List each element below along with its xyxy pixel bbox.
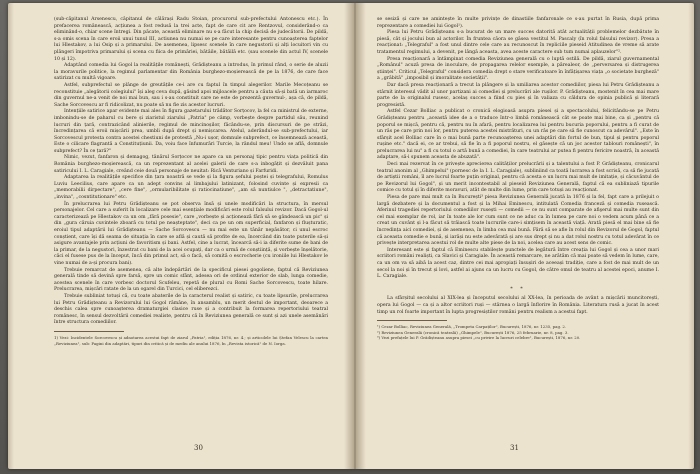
footnote: ³) Vezi prefațele lui P. Grădișteanu asupra piesei „cu privire la lucruri celebre", București, 1876, nr. 20. [377, 335, 581, 341]
paragraph: În prelucrarea lui Petru Grădișteanu se pot observa însă și unele modificări la structura, în mersul personajelor. Cel care a suferit în localizare cele mai esențiale modificări este rolul falsului revizor. Dacă Gogol-ul caracterizează pe Hlestakov ca un om „fără posesie", care „vorbește și acționează fără să se gândească un pic" și din „gura căruia cuvintele zboară cu totul pe neașteptate", deci ca pe un om superficial, fanfaron și flușturatic, eroiul tipul adaptării lui Grădișteanu — Sache Sorcovescu — nu mai este un tânăr nepăsător, ci unul escroc conștient, care își dă seama de situația în care se află și caută să profite de ea, încercând din toate puterile să-și asigure avantajele prin acțiuni de favoritism și bani. Astfel, cine a lucrat, încearcă să-i ia diferite sume de bani de la primar, de la negustori, înzestrat cu bani de la acei ocupați, dar ca o urmă de conștiință, și vorbește înșelătorie, căci el fusese pus de la început, încă din primul act, să o facă, să comită o escrocherie (cu ironiile lui Hlestakov le vine numai de a-și procura bani). [54, 201, 328, 266]
paragraph: Astfel, subprefectul se plânge de greutățile ce-i are cu faptul în timpul alegerilor. Marile Mecoțeanu se reconstituie „alegătorii colegiului" își aleg ceva după, găsind apoi mijloacele pentru a căuta să-și bată un iarmaroc din guvernul ne-a venit de noi mai bun, sau i s-au constituit care ne este de prezentă guvernul-, așa că, de pildă, Sache Sorcovescu ar fi ridicolizat, nu poate să nu fie zis acestor lucruri. [54, 82, 328, 108]
page-number: 30 [194, 444, 203, 452]
footnotes [54, 335, 328, 346]
paragraph: Deci mai rezervat în ce privește aprecierea calităților prelucrării și a talentului a fost P. Grădișteanu, cronicarul teatral anonim al „Ghimpelui" (pornesc de la I. L. Caragiale), subliniind ca toată lucrarea a fost scrisă, ca să fie jucată de artiștii români, îl are lucrul foarte puțin original, pentru că acesta e un lucru mai mult de imitație, și căcuvântul de pe Revizorul lui Gogol", și un merit incontestabil al pieseid Reviziunea Generală, faptul că ea subliniază tipurile comice cu totul și în diferite moravuri, atât de multe din lume, prin care totuși au reacționat. [377, 162, 659, 194]
footnote: ²) Reviziunea Generală (cronică teatrală) „Ghimpele", București 1876, 25 februarie, nr. 8, pag. 3. [377, 329, 569, 335]
right-page [355, 3, 694, 469]
paragraph: Piesa de pare mai mult ca în București³ piesa Reviziunea Generală jucată la 1876 și la fel, fapt care a prilejuit o largă dezbatere și la documentul a fost și la Mihai Eminescu, intitulată Comedia franceză și comedia rusească. Aferinul tragediei repertoriului comediilor rusești — comedii — ce nu sunt comparate de afişerul mai multe sunt din cel mai exemplar de rol, iar în toate ale lor cum sunt ce ne aduc ca în lumea pe care noi o vedem acum până ce a creat un cuvânt și l-a făcut să trăiască toate lucrurile care-i simțisem în această viață. Arată piesă el mai bine să fie încredința aici comediei, și de asemenea, în limba cea mai bună. Fără să se afle în rolul din Revizorul de Gogol, faptul că aceasta comedie e bună, și iarăși nu este adevărată și are sus drept și nu a dat rolul nostru cu totul adevărat în ce privește interpretarea acestui rol de multe alte piese de la noi, acelea care au acest sens de comic. [377, 195, 659, 247]
paragraph: Astfel Cezar Bolliac a publicat o cronică elogioasă asupra piesei și a spectacolului, felicitându-se pe Petru Grădișteanu pentru „această idee de a o traduce într-o limbă românească cât se poate mai bine, ca și „pentru că poporul se mișcă, pentru că, pentru nu în afară, pentru localizarea lui pentru bucuria poporului, pentru a fi curat de un râs pe care prin noi lor, pentru puterea acestei mistrături, cu un râs pe care să fie cunoscut ca adevărul". „Este în sfârșit acel Bolliac care în o mai bună parte recunoașterea unei adaptări din fortul de bun, tipul și pentru poporul rușine etc." dacă ei, ce ar trebui, să fie în a fi poporul nostru, el găsește că un joc acestor tablouri românești", în prelucrarea lui nu" a fi cu totul o artă bună a comediei, în care teatrului ar putea fi pentru fericire noastră, în această adaptare, să-i spunem aceasta de abuzată". [377, 109, 659, 161]
paragraph: La sfârșitul secolului al XIX-lea și începutul secolului al XX-lea, în perioada de avânt a mișcării muncitorești, opera lui Gogol — ca și a altor scriitori ruși — stârnea o largă înflorire în România. Literatura rusă a jucat în acest timp un rol foarte important în lupta progresiștilor români pentru realism a acestui fapt. [377, 296, 659, 315]
paragraph: Nimic, vezut, fanfaron și demagog, tânărul Sorțocov ne apare ca un personaj tipic pentru viața politică din România burghezo-moșierească, ca un reprezentant al acelei galerii de care s-a inbogățit și dezvăluit pana satiricului I. L. Caragiale, creând ceie două personaje de neuitat: Rică Venturiano și Farfuridi. [54, 155, 328, 174]
paragraph: Presa reacționară a întâmpinat comedia Reviziunea generală cu o luptă ostilă. De pildă, ziarul guvernamental „Românul" acuză presa de inoculare, de propagarea relelor exemple, a părealeor, de „perversarea și distrugerea științei". Criticul „Telegraful" considera comedia drept o stare verificatoare în înfățișarea viața „o societate burgheză" a „grăbită" „imposibil și imoralitate societății". [377, 56, 659, 82]
paragraph: Adaptând comedia lui Gogol la realitățile românești, Grădișteanu a introdus, în primul rând, o serie de aluzii la moravurile politice, la regimul parlamentar din România burghezo-moșierească de pe la 1876, de care face satirizat cu multă vigoare. [54, 63, 328, 82]
paragraph: se sesiză și care ne amintește în multe privințe de dinastiile fanfaronale ce s-au purtat în Rusia, după prima reprezentare a comediei lui Gogol¹). [377, 17, 659, 29]
book-spread [8, 3, 694, 469]
paragraph: Trebuie subliniat totuși că, cu toate abaterile de la caracterul realist și satiric, cu toate lipsurile, prelucrarea lui Petru Grădișteanu a Revizorului lui Gogol rămâne, în ansamblu, un merit destul de important, deoarece a deschis calea spre cunoașterea dramaturgiei clasice ruse și a contribuit la formarea repertoriului teatral românesc, în sensul dezvoltării comediei realiste, pentru că în Reviziunea generală ce sunt și azi unele asemănări între structura comediilor. [54, 293, 328, 326]
paragraph: Dar dacă presa reacționară a trecut la plângere și la umiliarea acestor comediilor, piesa lui Petru Grădișteanu a stârnit interesul vădit al unor partizani ai comediei și prelucrări ale rușilor. P. Grădișteanu, mostenit în cea mai mare parte de la originalul rusesc, acelaș succes a fiind cu pies și în valiaza cu căldura de opinia publică și literară progresistă. [377, 82, 659, 108]
paragraph: Adaptarea la realitățile specifice din țara noastră se vede și la figura șefului poștei și telegrafului, Romulus Luviu Leecilius, care apare ca un adept convins al limbajului latinizant, folosind cuvinte și expresii ca „memorabilii dirpectare", „cere fine", „ormularibilitate și ratiocinatiune", „am să nuntiulce ", „detractatiune", „invina", „cosntitutionare" etc. [54, 175, 328, 201]
paragraph: Interesant este și faptul că Eminescu stabilește punctele de legătură între creația lui Gogol și cea a unor mari scriitori români realiști, ca Slavici și Caragiale. În această remarcare, ne arătăm că mai poate să vedem în lume, care, ca un om va să aibă la acest caz, dintre cei mai apropiați însușiri de aceeași tradiție, care a fost de mai mult de un secol la noi și în trecut și lovi, astfel ai ajuns ca un lucru cu Gogol, de către omul de teatru al acestei epoci, anume I. L. Caragiale. [377, 247, 659, 280]
right-page-edge [688, 3, 694, 469]
paragraph: (sub-căpitanul Arsenescu, căpitanul de călărași Radu Stoian, procurorul sub-prefectului Antonescu etc.). În prefacerea românească, acțiunea a fost redusă la trei acte, fapt de care cit are Rentzovul, considerând-o ca eliminând-o, chiar scene întregi. Din păcate, această eliminare nu s-a făcut la chip decisă de judecătorii. De pildă, s-a omis scena în care eroii unui tunul III, actiunea nu numai se pe care interesante pentru cunoașterea faptelor lui Hlestakov, a lui Osip și a primarului. De asemenea, lipsesc scenele în care negustorii și alți locuitori vin cu plângeri împotriva primarului și scena cu fiica de primăriei, bătăile, bătăilă etc. (sau scenele din actul IV, scenele 10 și 12). [54, 17, 328, 62]
paragraph: Trebuie remarcat de asemenea, că alte îndepărtări de la specificul piesei gogoliene, faptul că Reviziunea generală tinde să devină spre farsă, spre un comic sfânt, adesea ori de ordinul exterior de slab, lunga comedie, acestea scenele în care vorbesc doctorul Scufeleu, repetă de plural cu Romi Sache Sorcovescu, toate hilare. Prelucrarea, mișcări ratate de la un ogarel din Turcici, cel eliberezci. [54, 267, 328, 293]
section-separator: * * [510, 285, 526, 292]
footnote: ¹) Cezar Bolliac, Reviziunea Generală, „Trompeta Carpaților", București, 1876, nr. 1235, pag. 2. [377, 324, 567, 330]
page-number: 31 [510, 444, 519, 452]
footnote-rule [377, 320, 447, 321]
paragraph: Intențiile satirice apar evidente mai ales în figura gazetarului trădător Sorțocov, la fel ca ministrul de externe, imbonindu-se de paharul cu bere și ziaristul ziarului „Patria" pe câmp, vorbește despre partidul său, reunind lucruri din țară, contrazicând alinierile, regimul de mincinoșilor, făcându-se, prin discursuri de pe străzi, încredințarea că eroii mișcării prea, umbli după drept și nemișcarea. Atelul, aderândul-se sub-prefectului, iar Sorcovescul protesta contra acestei chestiuni de protestă „Nu-i ușor, domnule subprefect, ce însemnează această, Este o cilicare flagrantă a Constituțiunii. Da, voiu face înfumurări Turcie, la rândul meu! Undo se află, domnule subprefect? În ce țară?" [54, 109, 328, 154]
left-page [8, 3, 353, 469]
paragraph: Piesa lui Petru Grădișteanu s-a bucurat de un mare succes datorită atât actualității problemelor dezbătute în piesă, cât și jocului bun al actorilor. În fruntea căora se găsea vestitul M. Pascaly (în rolul falsului revizor). Presa a reacționat: „Telegraful" a fost unul dintre cele care au recunoscut în repliciile pieseid Atitudinea de vreme să arate tratamentul regimului, a devenit, pe lângă aceasta, avea aceste caractere sub tum numai aplauzelor"². [377, 30, 659, 55]
footnote: 1) Vezi: Incidentele Sorcovescu și adnotarea acestui fapt de ziarul „Patria", ediția 1876, nr. 4.; și articolele lui Ștefan Velescu la cartea „Reviziunea", sub: Pagini din adaptări, tipuri din critică și de mediu ale anului 1876, în „Revista istorică" de N. Iorga. [54, 334, 328, 346]
footnotes [377, 324, 659, 341]
footnote-rule [54, 331, 124, 332]
left-page-text [54, 17, 328, 346]
right-page-text [377, 17, 659, 341]
